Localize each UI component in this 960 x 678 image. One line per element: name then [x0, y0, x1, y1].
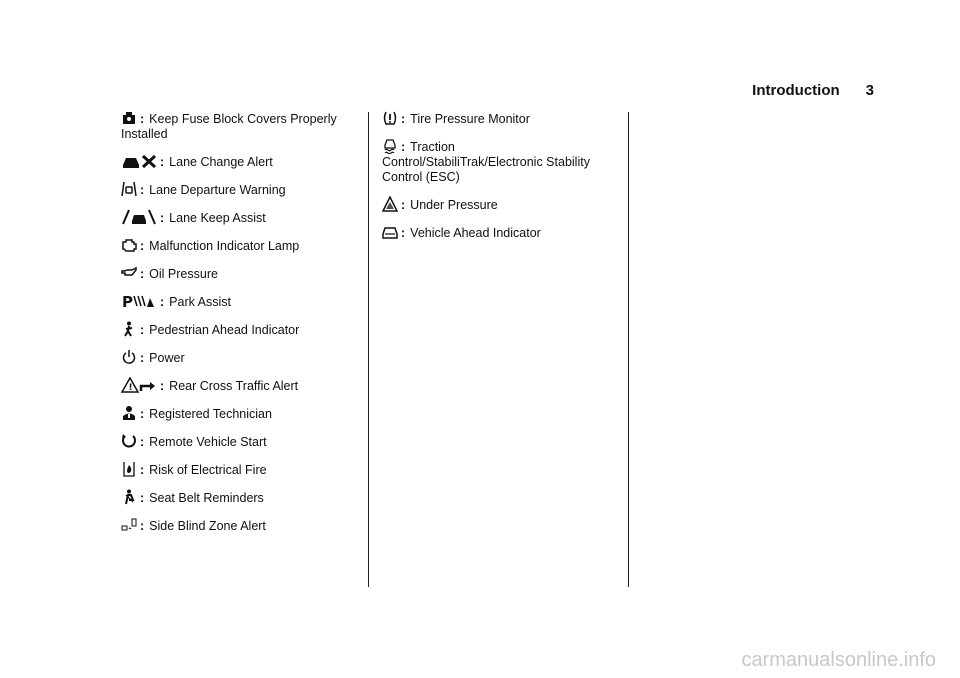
item-label: Remote Vehicle Start: [149, 435, 267, 449]
list-item: : Tire Pressure Monitor: [382, 110, 614, 127]
page-number: 3: [865, 82, 874, 99]
item-label: Tire Pressure Monitor: [410, 112, 530, 126]
lane-departure-warning-icon: [121, 181, 137, 197]
symbol-list-column-2: [382, 110, 614, 252]
list-item: ! : Rear Cross Traffic Alert: [121, 377, 353, 394]
item-label: Park Assist: [169, 295, 231, 309]
list-item: : Lane Keep Assist: [121, 209, 353, 226]
item-label: Side Blind Zone Alert: [149, 519, 266, 533]
traction-control-icon: [382, 138, 398, 154]
item-label: Pedestrian Ahead Indicator: [149, 323, 300, 337]
watermark: carmanualsonline.info: [741, 649, 936, 671]
lane-change-alert-icon: [121, 153, 157, 169]
list-item: : Traction Control/StabiliTrak/Electronic Stability Control (ESC): [382, 140, 590, 184]
seat-belt-icon: [121, 489, 137, 505]
item-label: Lane Keep Assist: [169, 211, 266, 225]
list-item: : Malfunction Indicator Lamp: [121, 237, 353, 254]
list-item: : Lane Departure Warning: [121, 181, 353, 198]
item-label: Under Pressure: [410, 198, 498, 212]
item-label: Risk of Electrical Fire: [149, 463, 267, 477]
rear-cross-traffic-icon: [121, 377, 157, 393]
pedestrian-icon: [121, 321, 137, 337]
power-icon: [121, 349, 137, 365]
list-item: : Pedestrian Ahead Indicator: [121, 321, 353, 338]
list-item: : Side Blind Zone Alert: [121, 517, 353, 534]
under-pressure-icon: [382, 196, 398, 212]
item-label: Lane Change Alert: [169, 155, 273, 169]
item-label: Vehicle Ahead Indicator: [410, 226, 541, 240]
list-item: : Registered Technician: [121, 405, 353, 422]
list-item: : Oil Pressure: [121, 265, 353, 282]
fuse-block-icon: [121, 110, 137, 126]
vehicle-ahead-icon: [382, 224, 398, 240]
svg-text:!: !: [128, 383, 133, 393]
item-label: Rear Cross Traffic Alert: [169, 379, 299, 393]
column-divider-left: [368, 112, 369, 587]
item-label: Power: [149, 351, 185, 365]
list-item: : Risk of Electrical Fire: [121, 461, 353, 478]
list-item: : Keep Fuse Block Covers Properly Installed: [121, 112, 337, 141]
item-label: Malfunction Indicator Lamp: [149, 239, 300, 253]
item-label: Keep Fuse Block Covers Properly Installed: [121, 112, 337, 141]
tire-pressure-icon: [382, 110, 398, 126]
side-blind-zone-icon: [121, 517, 137, 533]
list-item: : Seat Belt Reminders: [121, 489, 353, 506]
remote-start-icon: [121, 433, 137, 449]
symbol-list-column-1: [121, 110, 353, 545]
item-label: Registered Technician: [149, 407, 272, 421]
registered-technician-icon: [121, 405, 137, 421]
list-item: : Power: [121, 349, 353, 366]
list-item: : Under Pressure: [382, 196, 614, 213]
list-item: : Vehicle Ahead Indicator: [382, 224, 614, 241]
list-item: : Lane Change Alert: [121, 153, 353, 170]
item-label: Lane Departure Warning: [149, 183, 286, 197]
list-item: : Remote Vehicle Start: [121, 433, 353, 450]
item-label: Seat Belt Reminders: [149, 491, 264, 505]
item-label: Oil Pressure: [149, 267, 218, 281]
item-label: Traction Control/StabiliTrak/Electronic Stability Control (ESC): [382, 140, 590, 184]
page-header: [752, 82, 874, 99]
lane-keep-assist-icon: [121, 209, 157, 225]
oil-can-icon: [121, 265, 137, 281]
section-title: Introduction: [752, 82, 840, 99]
column-divider-right: [628, 112, 629, 587]
svg-text:P: P: [122, 293, 133, 309]
electrical-fire-icon: [121, 461, 137, 477]
engine-malfunction-icon: [121, 237, 137, 253]
list-item: P : Park Assist: [122, 293, 231, 309]
park-assist-icon: [121, 293, 157, 309]
